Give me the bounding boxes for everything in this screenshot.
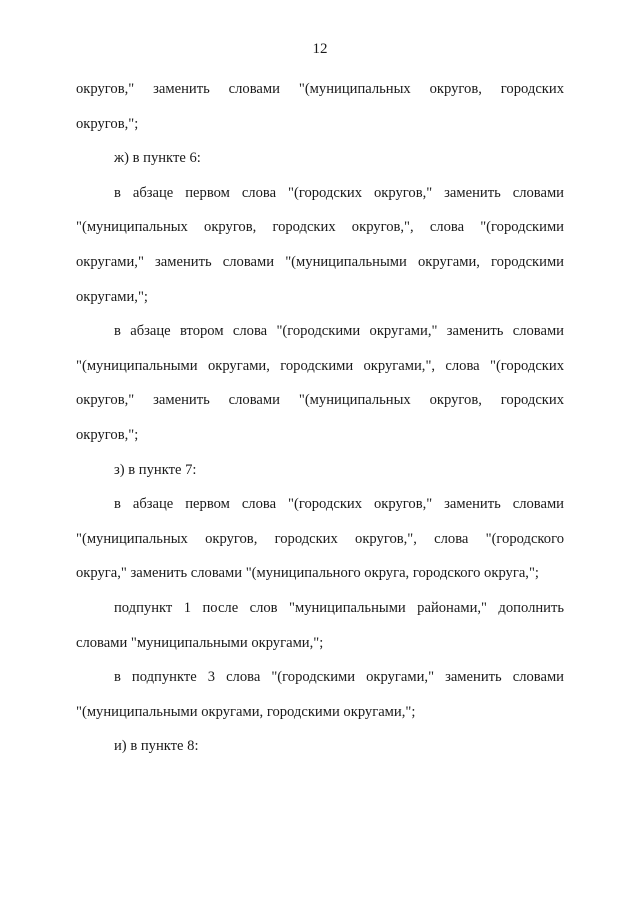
text-line: в подпункте 3 слова "(городскими округами," заменить словами: [114, 669, 564, 686]
text-line: в абзаце втором слова "(городскими округами," заменить словами: [114, 323, 564, 340]
list-item-heading: ж) в пункте 6:: [114, 150, 201, 167]
text-line: "(муниципальных округов, городских округов,", слова "(городскими: [76, 219, 564, 236]
text-line: "(муниципальных округов, городских округов,", слова "(городского: [76, 530, 564, 547]
text-line: округами,";: [76, 288, 148, 305]
text-line: "(муниципальными округами, городскими округами,";: [76, 703, 416, 720]
document-body: [76, 72, 564, 764]
list-item-heading: и) в пункте 8:: [114, 738, 199, 755]
text-line: округов,";: [76, 426, 139, 443]
text-line: словами "муниципальными округами,";: [76, 634, 324, 651]
list-item-heading: з) в пункте 7:: [114, 461, 197, 478]
text-line: округами," заменить словами "(муниципальными округами, городскими: [76, 253, 564, 270]
text-line: округов," заменить словами "(муниципальных округов, городских: [76, 392, 564, 409]
text-line: в абзаце первом слова "(городских округов," заменить словами: [114, 496, 564, 513]
text-line: "(муниципальными округами, городскими округами,", слова "(городских: [76, 357, 564, 374]
text-line: округа," заменить словами "(муниципального округа, городского округа,";: [76, 565, 539, 582]
text-line: в абзаце первом слова "(городских округов," заменить словами: [114, 184, 564, 201]
text-line: подпункт 1 после слов "муниципальными районами," дополнить: [114, 599, 564, 616]
text-line: округов,";: [76, 115, 139, 132]
text-line: округов," заменить словами "(муниципальных округов, городских: [76, 81, 564, 97]
page-number: 12: [312, 41, 328, 57]
